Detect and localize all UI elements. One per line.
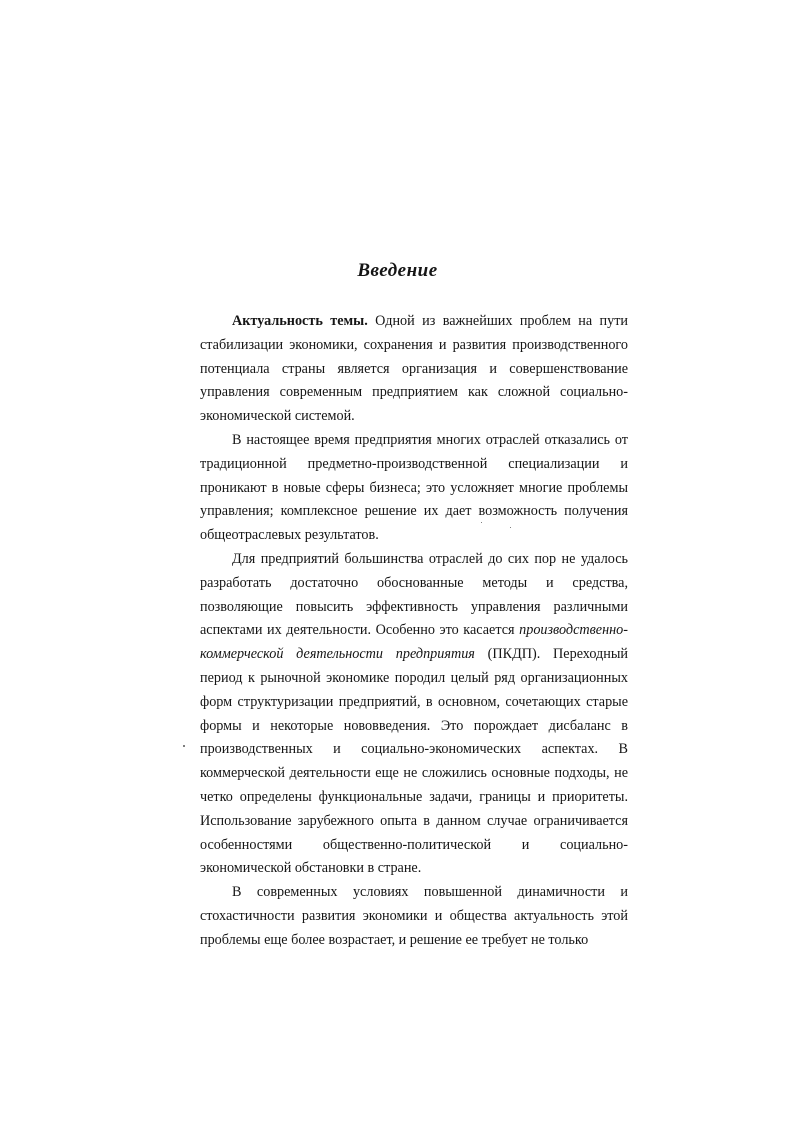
scan-speck (183, 745, 185, 747)
paragraph-1 (200, 310, 628, 429)
paragraph-2 (200, 429, 628, 548)
scan-speck (481, 522, 482, 523)
paragraph-4 (200, 881, 628, 952)
paragraph-3-text-after: (ПКДП). Переходный период к рыночной экономике породил целый ряд организационных форм структуризации предприятий, в основном, сочетающих старые формы и некоторые нововведения. Это порождает дисбаланс в производственных и социально-экономических аспектах. В коммерческой деятельности еще не сложились основные подходы, не четко определены функциональные задачи, границы и приоритеты. Использование зарубежного опыта в данном случае ограничивается особенностями общественно-политической и социально-экономической обстановки в стране. (200, 646, 628, 877)
paragraph-3 (200, 548, 628, 881)
page-title: Введение (357, 260, 438, 281)
body-text (200, 310, 628, 953)
paragraph-4-text: В современных условиях повышенной динамичности и стохастичности развития экономики и общества актуальность этой проблемы еще более возрастает, и решение ее требует не только (200, 884, 628, 948)
lead-heading: Актуальность темы. (232, 313, 368, 329)
scan-speck (510, 527, 511, 528)
paragraph-3-emphasis: производственно-коммерческой деятельности предприятия (200, 622, 628, 663)
paragraph-1-text: Одной из важнейших проблем на пути стабилизации экономики, сохранения и развития производственного потенциала страны является организация и совершенствование управления современным предприятием как сложной социально-экономической системой. (200, 313, 628, 425)
paragraph-2-text: В настоящее время предприятия многих отраслей отказались от традиционной предметно-производственной специализации и проникают в новые сферы бизнеса; это усложняет многие проблемы управления; комплексное решение их дает возможность получения общеотраслевых результатов. (200, 431, 628, 544)
paragraph-3-text-before: Для предприятий большинства отраслей до сих пор не удалось разработать достаточно обоснованные методы и средства, позволяющие повысить эффективность управления различными аспектами их деятельности. Особенно это касается (200, 550, 628, 639)
